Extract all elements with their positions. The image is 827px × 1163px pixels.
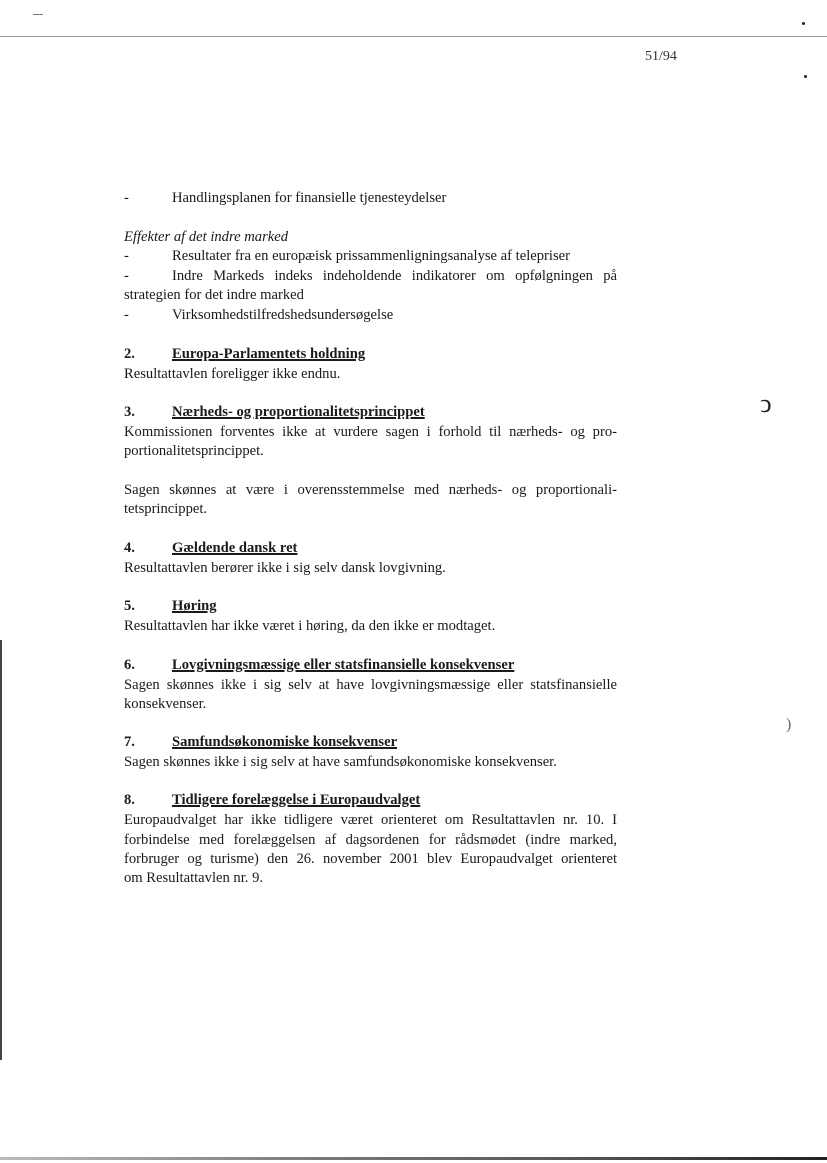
section-text: Resultattavlen har ikke været i høring, da den ikke er modtaget. [124, 618, 496, 634]
section-text: Resultattavlen foreligger ikke endnu. [124, 366, 341, 382]
bullet-dash: - [124, 190, 129, 206]
section-text: om Resultattavlen nr. 9. [124, 870, 264, 886]
scan-speck [804, 75, 807, 78]
section-text: forbindelse med forelæggelsen af dagsordenen for rådsmødet (indre marked, [124, 832, 617, 848]
scan-mark [33, 14, 43, 15]
section-number: 4. [124, 540, 135, 556]
scan-left-edge [0, 640, 2, 1060]
effects-bullet-2: Indre Markeds indeks indeholdende indikatorer om opfølgningen på [172, 268, 617, 284]
section-title: Nærheds- og proportionalitetsprincippet [172, 404, 425, 420]
bullet-dash: - [124, 268, 129, 284]
section-text: Kommissionen forventes ikke at vurdere sagen i forhold til nærheds- og pro- [124, 424, 617, 440]
scan-top-edge [0, 36, 827, 37]
section-number: 5. [124, 598, 135, 614]
section-text: Europaudvalget har ikke tidligere været orienteret om Resultattavlen nr. 10. I [124, 812, 617, 828]
scan-artifact: ↄ [760, 389, 772, 418]
effects-bullet-3: Virksomhedstilfredshedsundersøgelse [172, 307, 394, 323]
section-number: 7. [124, 734, 135, 750]
page-number: 51/94 [645, 49, 677, 64]
section-text: Sagen skønnes ikke i sig selv at have samfundsøkonomiske konsekvenser. [124, 754, 557, 770]
scan-artifact: ) [786, 716, 792, 733]
section-text: Sagen skønnes at være i overensstemmelse med nærheds- og proportionali- [124, 482, 617, 498]
section-text: Resultattavlen berører ikke i sig selv dansk lovgivning. [124, 560, 446, 576]
effects-bullet-2-cont: strategien for det indre marked [124, 287, 304, 303]
section-text: Sagen skønnes ikke i sig selv at have lovgivningsmæssige eller statsfinansielle [124, 677, 617, 693]
section-title: Lovgivningsmæssige eller statsfinansielle konsekvenser [172, 657, 515, 673]
scan-speck [802, 22, 805, 25]
section-text: portionalitetsprincippet. [124, 443, 264, 459]
section-number: 6. [124, 657, 135, 673]
effects-heading: Effekter af det indre marked [124, 229, 288, 245]
section-title: Høring [172, 598, 217, 614]
bullet-dash: - [124, 307, 129, 323]
intro-bullet-text: Handlingsplanen for finansielle tjenesteydelser [172, 190, 447, 206]
section-title: Samfundsøkonomiske konsekvenser [172, 734, 398, 750]
section-title: Europa-Parlamentets holdning [172, 346, 366, 362]
effects-bullet-1: Resultater fra en europæisk prissammenligningsanalyse af telepriser [172, 248, 570, 264]
section-number: 8. [124, 792, 135, 808]
section-title: Gældende dansk ret [172, 540, 298, 556]
bullet-dash: - [124, 248, 129, 264]
section-text: forbruger og turisme) den 26. november 2001 blev Europaudvalget orienteret [124, 851, 617, 867]
section-text: konsekvenser. [124, 696, 207, 712]
scan-bottom-edge [0, 1157, 827, 1160]
section-text: tetsprincippet. [124, 501, 208, 517]
section-number: 3. [124, 404, 135, 420]
section-number: 2. [124, 346, 135, 362]
section-title: Tidligere forelæggelse i Europaudvalget [172, 792, 421, 808]
